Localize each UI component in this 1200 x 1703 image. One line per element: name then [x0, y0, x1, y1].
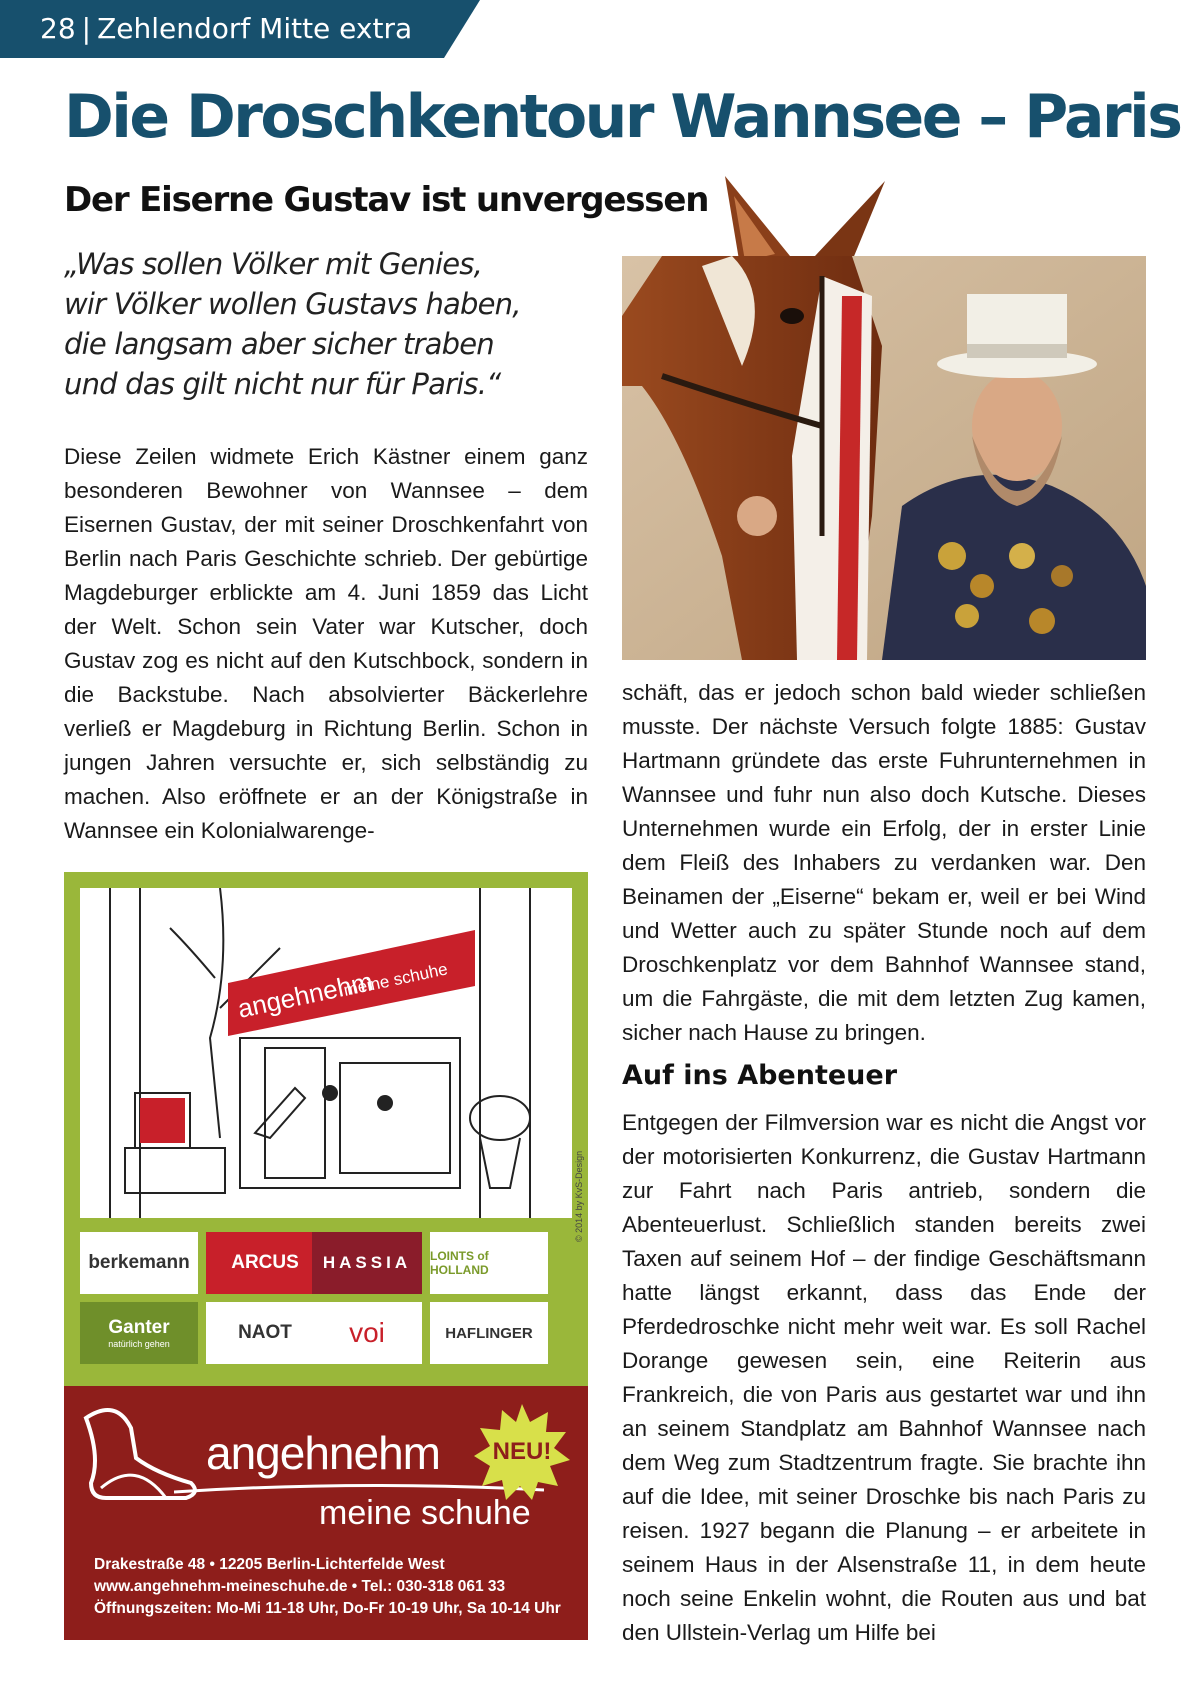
logo-arcus: ARCUS: [206, 1232, 324, 1294]
paragraph-adventure: Entgegen der Filmversion war es nicht die Angst vor der motorisierten Konkurrenz, die Gustav Hartmann zur Fahrt nach Paris antrieb, sondern die Abenteuerlust. Schließlich standen bereits zwei Taxen auf seinem Hof – der findige Geschäftsmann hatte längst erkannt, dass das Ende der Pferdedroschke nicht mehr weit war. Es soll Rachel Dorange gewesen sein, eine Reiterin aus Frankreich, die von Paris aus gestartet war und ihn an seinem Standplatz am Bahnhof Wannsee nach dem Weg zum Stadtzentrum fragte. Sie brachte ihn auf die Idee, mit seiner Droschke bis nach Paris zu reisen. 1927 begann die Planung – er arbeitete in seinem Haus in der Alsenstraße 11, in dem heute noch seine Enkelin wohnt, die Routen aus und bat den Ullstein-Verlag um Hilfe bei: [622, 1110, 1146, 1645]
quote-line: „Was sollen Völker mit Genies,: [64, 247, 483, 281]
ad-brand-subline: meine schuhe: [319, 1494, 531, 1532]
new-badge: [474, 1404, 570, 1500]
shoe-store-advertisement: [64, 872, 588, 1640]
header-separator: |: [81, 12, 92, 45]
portrait-illustration: [622, 256, 1146, 660]
brand-logo-grid: [80, 1232, 572, 1372]
store-address: [94, 1554, 561, 1620]
quote-line: die langsam aber sicher traben: [64, 327, 494, 361]
horse-ears-image: [720, 176, 890, 266]
poem-quote: [64, 244, 584, 404]
new-badge-label: NEU!: [492, 1438, 552, 1465]
logo-ganter: [80, 1302, 198, 1364]
ad-brand-name: angehnehm: [206, 1427, 440, 1479]
storefront-sketch-image: [80, 888, 572, 1218]
section-name: Zehlendorf Mitte extra: [97, 12, 413, 45]
section-heading: Auf ins Abenteuer: [622, 1060, 898, 1091]
storefront-illustration: [80, 888, 572, 1218]
article-subtitle: Der Eiserne Gustav ist unvergessen: [64, 180, 709, 220]
quote-line: wir Völker wollen Gustavs haben,: [64, 287, 521, 321]
paragraph-intro: Diese Zeilen widmete Erich Kästner einem ganz besonderen Bewohner von Wannsee – dem Eisernen Gustav, der mit seiner Droschkenfahrt von Berlin nach Paris Geschichte schrieb. Der gebürtige Magdeburger erblickte am 4. Juni 1859 das Licht der Welt. Schon sein Vater war Kutscher, doch Gustav zog es nicht auf den Kutschbock, sondern in die Backstube. Nach absolvierter Bäckerlehre verließ er Magdeburg in Richtung Berlin. Schon in jungen Jahren versuchte er, sich selbständig zu machen. Also eröffnete er an der Königstraße in Wannsee ein Kolonialwarenge-: [64, 444, 588, 843]
logo-ganter-tagline: natürlich gehen: [108, 1339, 170, 1349]
logo-loints: LOINTS of HOLLAND: [430, 1232, 548, 1294]
gustav-portrait-image: [622, 256, 1146, 660]
ad-red-panel: [64, 1386, 588, 1640]
logo-ganter-name: Ganter: [108, 1317, 170, 1338]
logo-voi: voi: [312, 1302, 422, 1364]
logo-berkemann: berkemann: [80, 1232, 198, 1294]
paragraph-continued: schäft, das er jedoch schon bald wieder schließen musste. Der nächste Versuch folgte 1885: Gustav Hartmann gründete das erste Fuhrunternehmen in Wannsee und fuhr nun also doch Kutsche. Dieses Unternehmen wurde ein Erfolg, der in erster Linie dem Fleiß des Inhabers zu verdanken war. Den Beinamen der „Eiserne“ bekam er, weil er bei Wind und Wetter auch zu später Stunde noch auf dem Droschkenplatz vor dem Bahnhof Wannsee stand, um die Fahrgäste, die mit dem letzten Zug kamen, sicher nach Hause zu bringen.: [622, 680, 1146, 1045]
article-title: Die Droschkentour Wannsee – Paris: [64, 82, 1181, 152]
page-number: 28: [40, 12, 76, 45]
logo-haflinger: HAFLINGER: [430, 1302, 548, 1364]
logo-hassia: HASSIA: [312, 1232, 422, 1294]
sign-brand-text: angehnehm: [235, 965, 376, 1024]
address-line: Drakestraße 48 • 12205 Berlin-Lichterfelde West: [94, 1556, 445, 1573]
logo-naot: NAOT: [206, 1302, 324, 1364]
sign-sub-text: meine schuhe: [341, 959, 450, 1000]
website-phone-line: www.angehnehm-meineschuhe.de • Tel.: 030-318 061 33: [94, 1578, 506, 1595]
section-header-tab: [0, 0, 480, 58]
quote-line: und das gilt nicht nur für Paris.“: [64, 367, 501, 401]
header-label: [40, 12, 412, 45]
opening-hours-line: Öffnungszeiten: Mo-Mi 11-18 Uhr, Do-Fr 10-19 Uhr, Sa 10-14 Uhr: [94, 1600, 561, 1617]
ad-green-panel: [64, 872, 588, 1386]
ad-copyright: © 2014 by KvS-Design: [574, 1150, 584, 1242]
